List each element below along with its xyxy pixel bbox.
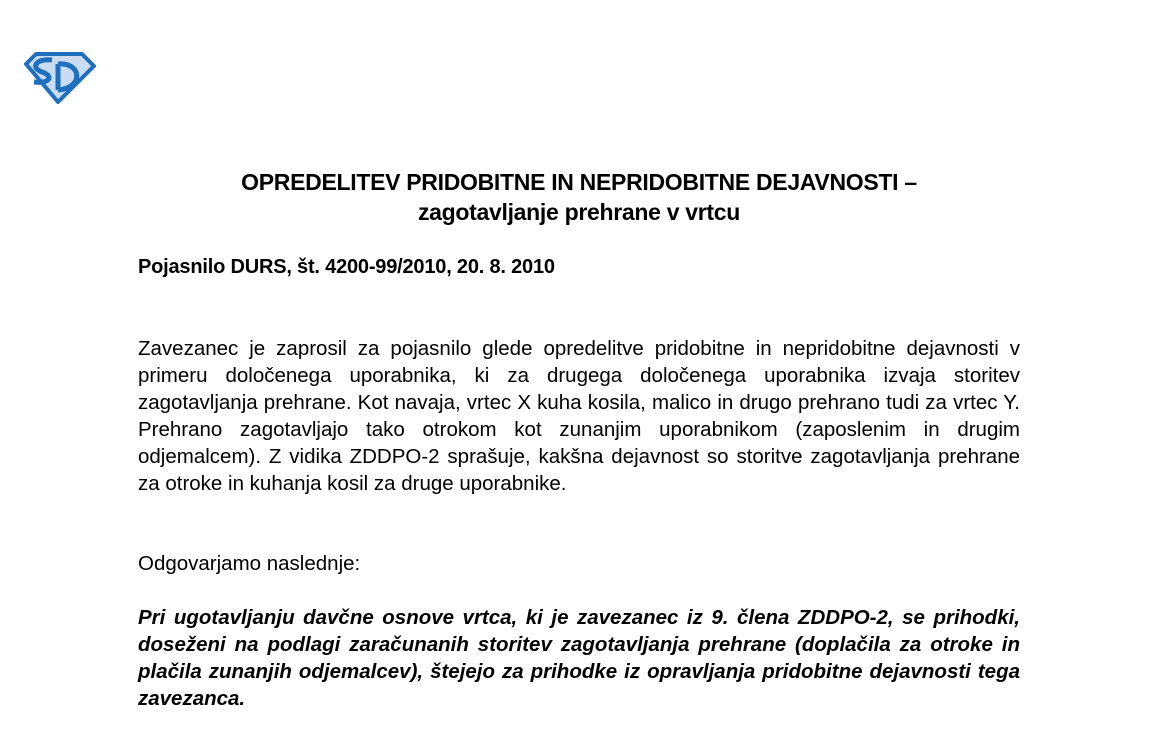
paragraph-answer-intro: Odgovarjamo naslednje: [138, 552, 361, 575]
title-line-1: OPREDELITEV PRIDOBITNE IN NEPRIDOBITNE DEJAVNOSTI – [241, 169, 917, 195]
paragraph-answer-emphasis: Pri ugotavljanju davčne osnove vrtca, ki je zavezanec iz 9. člena ZDDPO-2, se prihodki, doseženi na podlagi zaračunanih storitev zagotavljanja prehrane (doplačila za otroke in plačila zunanjih odjemalcev), štejejo za prihodke iz opravljanja pridobitne dejavnosti tega zavezanca. [138, 606, 1020, 710]
title-line-2: zagotavljanje prehrane v vrtcu [417, 199, 741, 225]
reference-line: Pojasnilo DURS, št. 4200-99/2010, 20. 8. 2010 [138, 256, 555, 278]
paragraph-question: Zavezanec je zaprosil za pojasnilo glede opredelitve pridobitne in nepridobitne dejavnosti v primeru določenega uporabnika, ki za drugega določenega uporabnika izvaja storitev zagotavljanja prehrane. Kot navaja, vrtec X kuha kosila, malico in drugo prehrano tudi za vrtec Y. Prehrano zagotavljajo tako otrokom kot zunanjim uporabnikom (zaposlenim in drugim odjemalcem). Z vidika ZDDPO-2 sprašuje, kakšna dejavnost so storitve zagotavljanja prehrane za otroke in kuhanja kosil za druge uporabnike. [138, 337, 1020, 495]
document-title [130, 167, 1028, 227]
company-logo [22, 50, 96, 104]
